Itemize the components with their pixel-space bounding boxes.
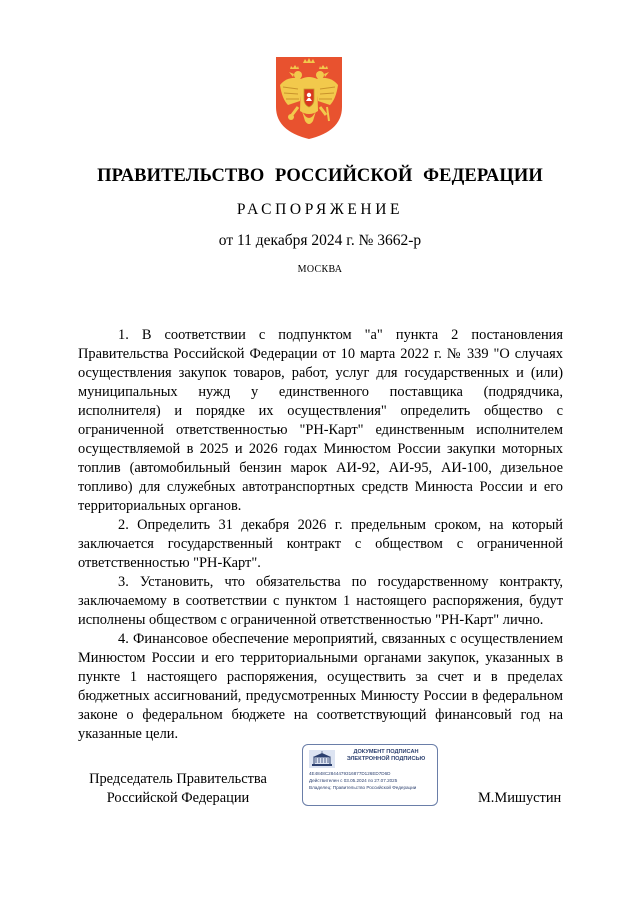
- signatory-position-line-2: Российской Федерации: [106, 790, 250, 806]
- stamp-heading-line-1: ДОКУМЕНТ ПОДПИСАН: [353, 749, 419, 755]
- russian-coat-of-arms-icon: [274, 55, 344, 141]
- stamp-validity: Действителен с 03.05.2024 по 27.07.2025: [309, 778, 398, 783]
- document-body: [78, 326, 563, 744]
- stamp-owner: Владелец: Правительство Российской Федерации: [309, 785, 417, 790]
- government-building-icon: [309, 750, 335, 768]
- paragraph-4: 4. Финансовое обеспечение мероприятий, связанных с осуществлением Минюстом России и его территориальными органами закупок, указанных в пункте 1 настоящего распоряжения, осуществить за счет и в пределах бюджетных ассигнований, предусмотренных Минюсту России в федеральном законе о федеральном бюджете на соответствующий финансовый год на указанные цели.: [78, 631, 563, 742]
- government-title: ПРАВИТЕЛЬСТВО РОССИЙСКОЙ ФЕДЕРАЦИИ: [97, 166, 543, 186]
- paragraph-2: 2. Определить 31 декабря 2026 г. предельным сроком, на который заключается государственный контракт с обществом с ограниченной ответственностью "РН-Карт".: [78, 517, 563, 571]
- stamp-heading-line-2: ЭЛЕКТРОННОЙ ПОДПИСЬЮ: [346, 756, 426, 762]
- electronic-signature-stamp: [302, 744, 438, 806]
- document-date-number: от 11 декабря 2024 г. № 3662-р: [218, 232, 422, 249]
- signatory-position: [78, 770, 278, 808]
- signatory-position-line-1: Председатель Правительства: [89, 771, 267, 787]
- document-type: РАСПОРЯЖЕНИЕ: [236, 201, 404, 218]
- stamp-certificate-number: 4E4848C2844479316877D126ED7D6D: [309, 771, 391, 776]
- signatory-name: М.Мишустин: [478, 790, 562, 806]
- paragraph-1: 1. В соответствии с подпунктом "а" пункта 2 постановления Правительства Российской Федерации от 10 марта 2022 г. № 339 "О случаях осуществления закупок товаров, работ, услуг для государственных и (или) муниципальных нужд у единственного поставщика (подрядчика, исполнителя) и порядке их осуществления" определить общество с ограниченной ответственностью "РН-Карт" единственным исполнителем осуществляемой в 2025 и 2026 годах Минюстом России закупки моторных топлив (автомобильный бензин марок АИ-92, АИ-95, АИ-100, дизельное топливо) для служебных автотранспортных средств Минюста России и его территориальных органов.: [78, 327, 563, 514]
- document-city: МОСКВА: [297, 264, 343, 275]
- stamp-heading: [336, 749, 436, 763]
- paragraph-3: 3. Установить, что обязательства по государственному контракту, заключаемому в соответствии с пунктом 1 настоящего распоряжения, будут исполнены обществом с ограниченной ответственностью "РН-Карт" лично.: [78, 574, 563, 628]
